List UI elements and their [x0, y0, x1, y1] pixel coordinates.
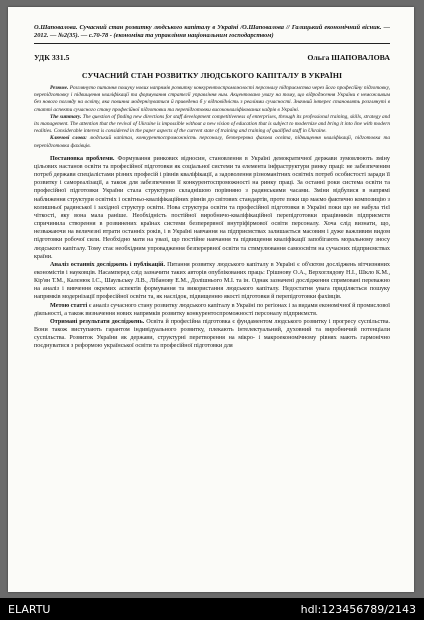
- paragraph-problem: [34, 155, 390, 261]
- paragraph-goal: [34, 302, 390, 318]
- paragraph-lead: Постановка проблеми.: [50, 155, 115, 162]
- paragraph-text: є аналіз сучасного стану розвитку людського капіталу в Україні по регіонах і за видами економічної й промислової діяльності, а також визначення нових напрямків розвитку конкурентоспроможності персоналу підприємств.: [34, 302, 390, 317]
- paragraph-text: Формування ринкових відносин, становлення в Україні демократичної держави зумовлюють зміну цільових настанов освіти та професійної підготовки як соціальної системи та елемента інфраструктури ринку праці: не забезпеченим потреб держави спеціалістами різних професій і рівнів кваліфікації, а задоволення різноманітних освітніх потреб особистості заради її розвитку і самореалізації, а також для забезпечення її конкурентоспроможності на ринку праці. За останні роки система освіти та професійної підготовки України стала структурно складнішою порівняно з радянськими часами. Зміни відбулися в напрямі наближення структури освітніх і освітньо-кваліфікаційних рівнів до світових стандартів, проте поки що маємо фактично композицію з колишньої радянської і західної структур освіти. Нова структура освіти та професійної підготовки в Україні поки що не набула тієї чіткості, яку вона мала раніше. Необхідність постійної виробничо-кваліфікаційної перепідготовки працівників підприємств спричинила створення в розвинених країнах системи безперервної внутріфірмової освіти персоналу. Хоча слід визнати, що, незважаючи на величезні втрати останніх років, і в Україні навчання на підприємствах залишається масовим і дуже важливим видом підготовки робочої сили. Необхідно мати на увазі, що постійне навчання та підвищення кваліфікації запобігають моральному зносу людського капіталу. Тому стає необхідним упровадження безперервної освіти та стимулювання самоосвіти на сучасних підприємствах країни.: [34, 155, 390, 260]
- author-name: Ольга ШАПОВАЛОВА: [307, 53, 390, 62]
- page-content: [34, 24, 390, 351]
- abstract-ua-text: Розглянуто питання пошуку нових напрямів розвитку конкурентоспроможності персоналу підприємства через його професійну підготовку, перепідготовку і підвищення кваліфікації та формування стратегії управління ним. Акцентовано увагу на тому, що відродження України є неможливим без нового погляду на освіту, яка повинна модернізуватися й приведена б у відповідність з реаліями сучасності. Значний інтерес становлять розглянуті в статті аспекти сучасного стану професійної підготовки та перепідготовки висококваліфікованих кадрів в Україні.: [34, 85, 390, 113]
- document-page: [8, 7, 414, 592]
- paragraph-lead: Аналіз останніх досліджень і публікацій.: [50, 261, 165, 268]
- paragraph-text: Освіта й професійна підготовка є фундаментом людського розвитку і прогресу суспільства. Вони також виступають гарантом індивідуального розвитку, плекають інтелектуальний, духовний та виробничий потенціали суспільства. Розвиток України як держави, структурні перетворення на мікро- і макроекономічному рівнях мають гармонічно поєднуватися з реформою української освіти та професійної підготовки для: [34, 318, 390, 350]
- keywords-text: людський капітал, конкурентоспроможність персоналу, безперервна фахова освіта, підвищення кваліфікації, підготовка та перепідготовка фахівців.: [34, 135, 390, 149]
- repository-name: ELARTU: [8, 603, 51, 616]
- udc-code: УДК 331.5: [34, 53, 70, 62]
- abstract-en-label: The summary.: [50, 113, 82, 120]
- abstract-en-text: The question of finding new directions for staff development competitiveness of enterprises, through its professional training, skills, strategy and its management. The attention that the revival of Ukraine is impossible without a new vision of education that is subject to modernize and bring it into line with modern realities. Considerable interest is considered in the paper aspects of the current state of training and training of qualified staff in Ukraine.: [34, 113, 390, 135]
- paragraph-results: [34, 318, 390, 351]
- keywords-label: Ключові слова:: [50, 135, 87, 142]
- status-bar: [0, 598, 424, 620]
- abstract-ua: [34, 85, 390, 114]
- keywords: [34, 135, 390, 149]
- citation: О.Шаповалова. Сучасний стан розвитку людського капіталу в Україні /О.Шаповалова // Галицький економічний вісник. — 2012. — №2(35). — с.70-78 - (економіка та управління національним господарством): [34, 24, 390, 39]
- article-title: СУЧАСНИЙ СТАН РОЗВИТКУ ЛЮДСЬКОГО КАПІТАЛУ В УКРАЇНІ: [81, 71, 343, 80]
- paragraph-lead: Отримані результати досліджень.: [50, 318, 145, 325]
- paragraph-analysis: [34, 261, 390, 302]
- paragraph-lead: Метою статті: [50, 302, 88, 309]
- abstract-ua-label: Резюме.: [50, 85, 69, 91]
- handle-id: hdl:123456789/2143: [300, 603, 416, 616]
- header-line: [34, 53, 390, 62]
- paragraph-text: Питання розвитку людського капіталу в Україні є об'єктом досліджень вітчизняних економістів і науковців. Насамперед слід зазначити таких авторів опублікованих праць: Грішнову О.А., Верхоглядову Н.І., Шкло К.М., Кір'ян Т.М., Калєнюк І.С., Шаульську Л.В., Лібанову Е.М., Долішнього М.І. та ін. Однак зазначені дослідження спрямовані переважно на аналіз і вивчення окремих аспектів формування та використання людського капіталу. Недостатня увага приділяється пошуку напрямків модернізації професійної освіти та, як наслідок, підвищенню якості підготовки й перепідготовки фахівців.: [34, 261, 390, 301]
- abstract-en: [34, 114, 390, 136]
- citation-divider: [34, 43, 390, 44]
